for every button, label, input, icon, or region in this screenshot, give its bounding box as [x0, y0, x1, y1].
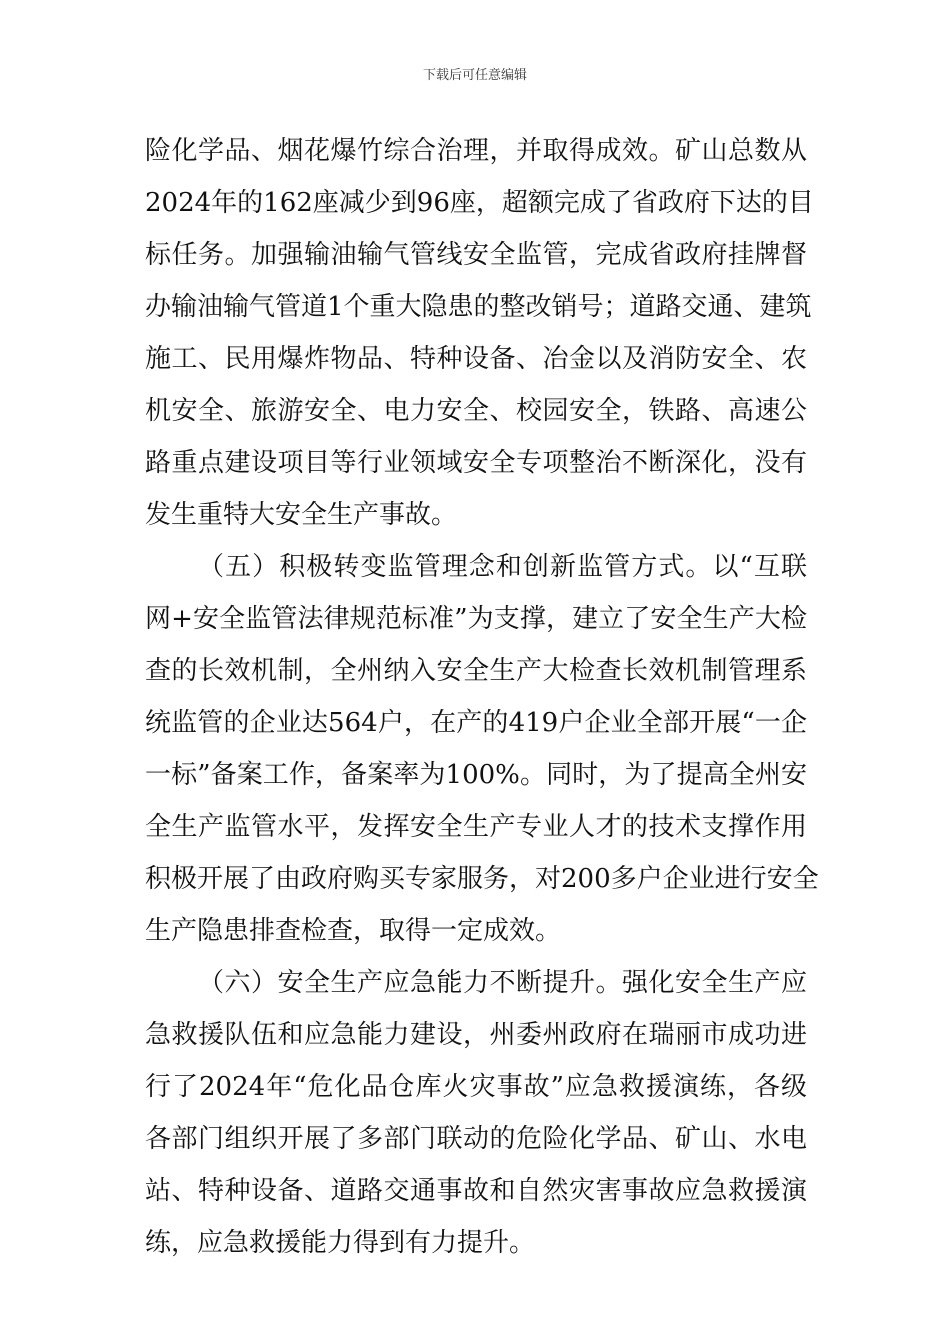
- text-line: 生产隐患排查检查，取得一定成效。: [145, 916, 562, 946]
- text-line: 路重点建设项目等行业领域安全专项整治不断深化，没有: [145, 448, 807, 478]
- text-line: 站、特种设备、道路交通事故和自然灾害事故应急救援演: [145, 1176, 807, 1206]
- paragraph-first-line: （六）安全生产应急能力不断提升。强化安全生产应: [198, 968, 807, 998]
- text-line: 统监管的企业达564户，在产的419户企业全部开展“一企: [145, 708, 807, 738]
- paragraph-first-line: （五）积极转变监管理念和创新监管方式。以“互联: [198, 552, 807, 582]
- text-line: 机安全、旅游安全、电力安全、校园安全，铁路、高速公: [145, 396, 807, 426]
- text-line: 施工、民用爆炸物品、特种设备、冶金以及消防安全、农: [145, 344, 807, 374]
- text-line: 发生重特大安全生产事故。: [145, 500, 458, 530]
- text-line: 练，应急救援能力得到有力提升。: [145, 1228, 536, 1258]
- text-line: 险化学品、烟花爆竹综合治理，并取得成效。矿山总数从: [145, 136, 807, 166]
- text-line: 积极开展了由政府购买专家服务，对200多户企业进行安全: [145, 864, 819, 894]
- text-line: 全生产监管水平，发挥安全生产专业人才的技术支撑作用: [145, 812, 807, 842]
- text-line: 网+安全监管法律规范标准”为支撑，建立了安全生产大检: [145, 604, 807, 634]
- text-line: 各部门组织开展了多部门联动的危险化学品、矿山、水电: [145, 1124, 807, 1154]
- text-line: 办输油输气管道1个重大隐患的整改销号；道路交通、建筑: [145, 292, 812, 322]
- text-line: 行了2024年“危化品仓库火灾事故”应急救援演练，各级: [145, 1072, 807, 1102]
- text-line: 标任务。加强输油输气管线安全监管，完成省政府挂牌督: [145, 240, 807, 270]
- page-header: 下载后可任意编辑: [422, 68, 527, 83]
- text-line: 2024年的162座减少到96座，超额完成了省政府下达的目: [145, 188, 814, 218]
- text-line: 急救援队伍和应急能力建设，州委州政府在瑞丽市成功进: [145, 1020, 807, 1050]
- text-line: 查的长效机制，全州纳入安全生产大检查长效机制管理系: [145, 656, 807, 686]
- text-line: 一标”备案工作，备案率为100%。同时，为了提高全州安: [145, 760, 807, 790]
